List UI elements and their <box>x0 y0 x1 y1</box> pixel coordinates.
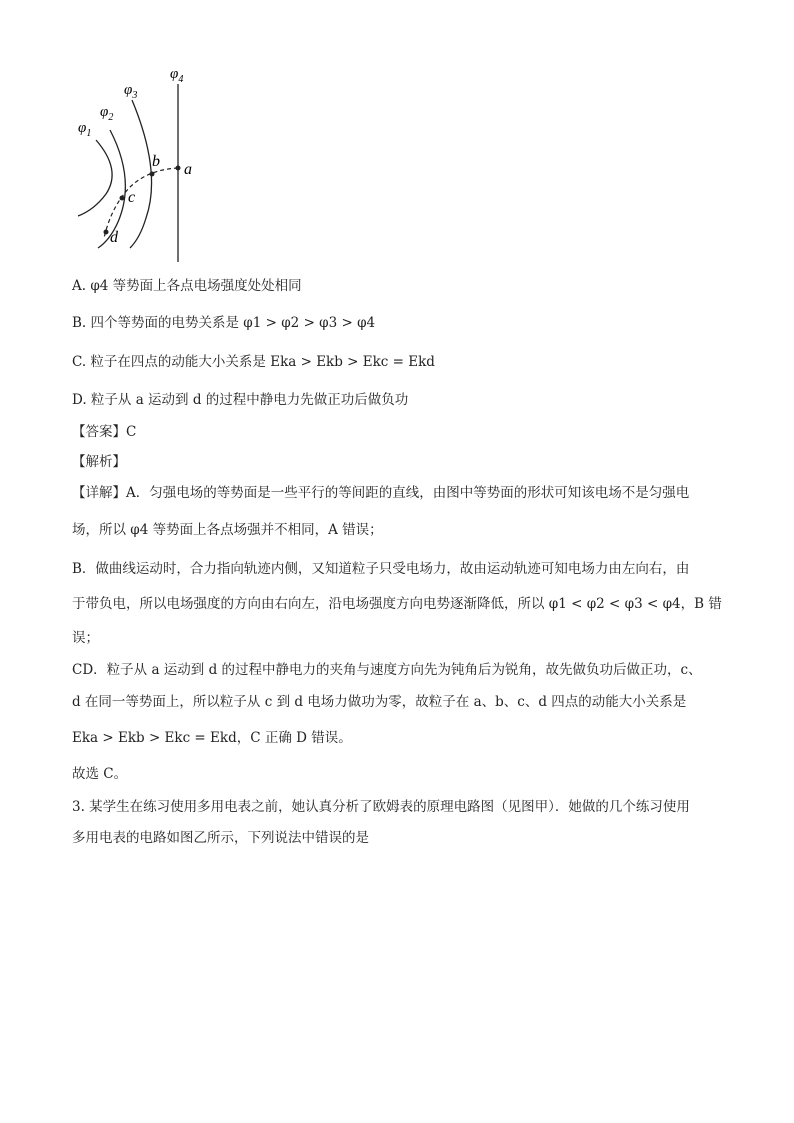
explanation-line-3: B．做曲线运动时，合力指向轨迹内侧，又知道粒子只受电场力，故由运动轨迹可知电场力由左向右，由 <box>72 561 690 577</box>
point-d <box>104 230 109 235</box>
point-c <box>120 196 125 201</box>
option-a: A. φ4 等势面上各点电场强度处处相同 <box>72 278 302 294</box>
label-b: b <box>152 153 160 170</box>
explanation-line-7: d 在同一等势面上，所以粒子从 c 到 d 电场力做功为零，故粒子在 a、b、c、d 四点的动能大小关系是 <box>72 694 687 710</box>
option-d: D. 粒子从 a 运动到 d 的过程中静电力先做正功后做负功 <box>72 392 409 408</box>
label-c: c <box>128 189 136 206</box>
analysis-heading: 【解析】 <box>72 454 126 470</box>
option-c: C. 粒子在四点的动能大小关系是 Eka > Ekb > Ekc = Ekd <box>72 354 435 370</box>
equipotential-phi1 <box>78 140 112 216</box>
explanation-line-6: CD．粒子从 a 运动到 d 的过程中静电力的夹角与速度方向先为钝角后为锐角，故先做负功后做正功，c、 <box>72 662 702 678</box>
point-b <box>150 172 155 177</box>
answer: 【答案】C <box>72 424 137 440</box>
label-a: a <box>184 161 192 178</box>
label-phi3: $\varphi_3$ <box>124 82 138 101</box>
explanation-line-4: 于带负电，所以电场强度的方向由右向左，沿电场强度方向电势逐渐降低，所以 φ1 < φ2 < φ3 < φ4，B 错 <box>72 596 722 612</box>
question3-line-1: 3. 某学生在练习使用多用电表之前，她认真分析了欧姆表的原理电路图（见图甲）．她做的几个练习使用 <box>72 799 690 815</box>
explanation-conclusion: 故选 C。 <box>72 766 128 782</box>
explanation-line-8: Eka > Ekb > Ekc = Ekd，C 正确 D 错误。 <box>72 730 352 746</box>
point-a <box>176 166 181 171</box>
option-b: B. 四个等势面的电势关系是 φ1 > φ2 > φ3 > φ4 <box>72 315 376 331</box>
label-phi1: $\varphi_1$ <box>78 120 92 139</box>
question3-line-2: 多用电表的电路如图乙所示，下列说法中错误的是 <box>72 830 369 846</box>
label-phi2: $\varphi_2$ <box>100 104 114 123</box>
label-d: d <box>110 229 118 246</box>
explanation-line-1: 【详解】A．匀强电场的等势面是一些平行的等间距的直线，由图中等势面的形状可知该电场不是匀强电 <box>72 485 690 501</box>
explanation-line-5: 误； <box>72 630 99 646</box>
label-phi4: $\varphi_4$ <box>170 66 184 85</box>
equipotential-figure <box>70 62 210 268</box>
explanation-line-2: 场，所以 φ4 等势面上各点场强并不相同，A 错误； <box>72 522 383 538</box>
